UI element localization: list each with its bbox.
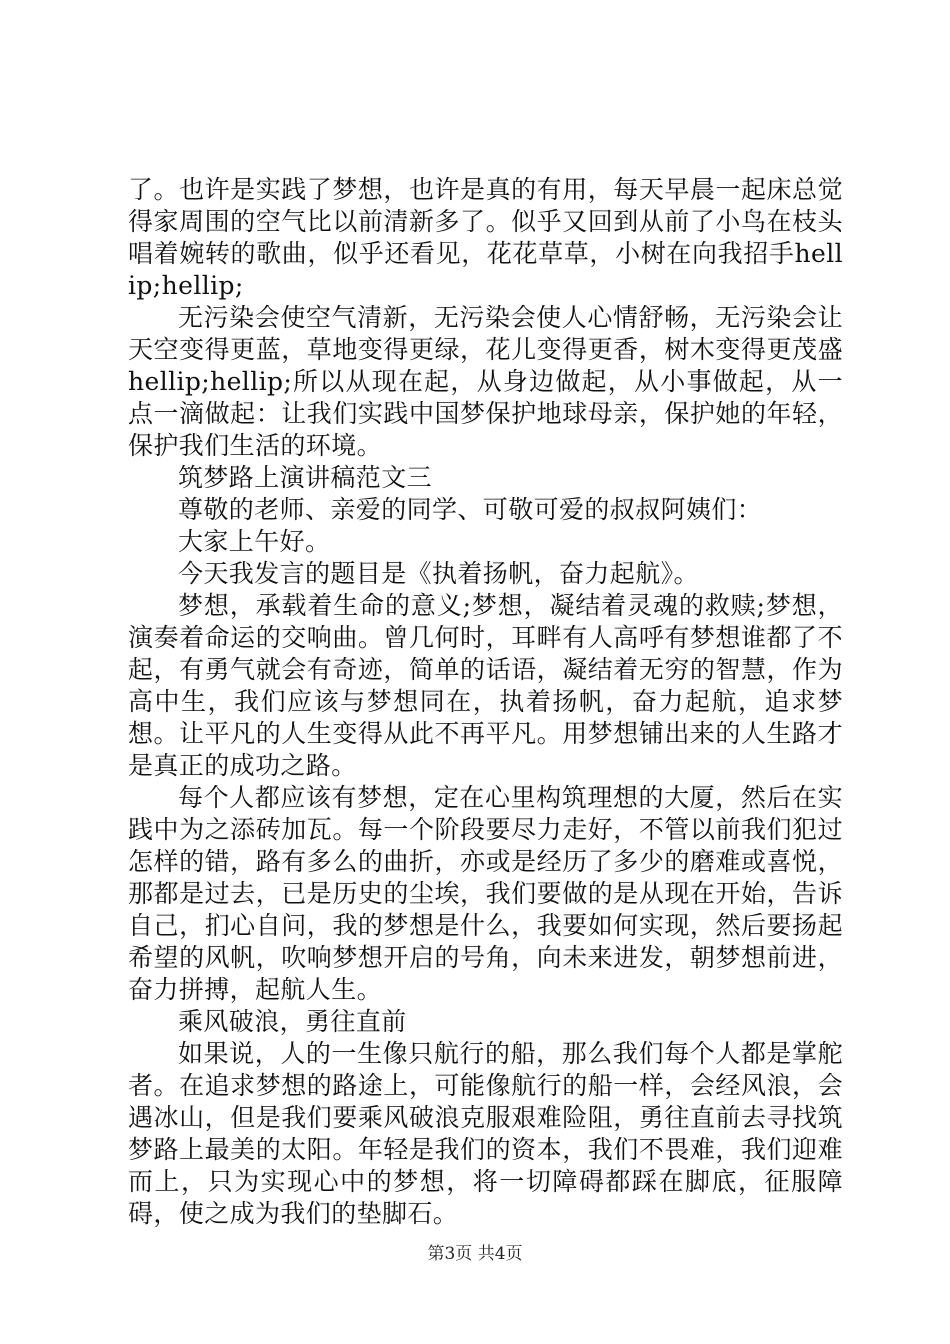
paragraph-8: 每个人都应该有梦想，定在心里构筑理想的大厦，然后在实践中为之添砖加瓦。每一个阶段要尽力走好，不管以前我们犯过怎样的错，路有多么的曲折，亦或是经历了多少的磨难或喜悦，那都是过去，已是历史的尘埃，我们要做的是从现在开始，告诉自己，扪心自问，我的梦想是什么，我要如何实现，然后要扬起希望的风帆，吹响梦想开启的号角，向未来进发，朝梦想前进，奋力拼搏，起航人生。 [128,783,843,1004]
subheading: 乘风破浪，勇往直前 [178,1007,407,1036]
paragraph-10: 如果说，人的一生像只航行的船，那么我们每个人都是掌舵者。在追求梦想的路途上，可能像航行的船一样，会经风浪，会遇冰山，但是我们要乘风破浪克服艰难险阻，勇往直前去寻找筑梦路上最美的太阳。年轻是我们的资本，我们不畏难，我们迎难而上，只为实现心中的梦想，将一切障碍都踩在脚底，征服障碍，使之成为我们的垫脚石。 [128,1039,843,1228]
salutation: 尊敬的老师、亲爱的同学、可敬可爱的叔叔阿姨们： [178,495,763,524]
speech-topic: 今天我发言的题目是《执着扬帆，奋力起航》。 [178,559,699,588]
paragraph-7: 梦想，承载着生命的意义;梦想，凝结着灵魂的救赎;梦想，演奏着命运的交响曲。曾几何时，耳畔有人高呼有梦想谁都了不起，有勇气就会有奇迹，简单的话语，凝结着无穷的智慧，作为高中生，我们应该与梦想同在，执着扬帆，奋力起航，追求梦想。让平凡的人生变得从此不再平凡。用梦想铺出来的人生路才是真正的成功之路。 [128,591,843,780]
page-number-footer: 第3页 共4页 [427,1244,523,1264]
section-title: 筑梦路上演讲稿范文三 [178,463,433,492]
paragraph-1: 了。也许是实践了梦想，也许是真的有用，每天早晨一起床总觉得家周围的空气比以前清新多了。似乎又回到从前了小鸟在枝头唱着婉转的歌曲，似乎还看见，花花草草，小树在向我招手hellip;hellip; [128,175,843,300]
paragraph-2: 无污染会使空气清新，无污染会使人心情舒畅，无污染会让天空变得更蓝，草地变得更绿，花儿变得更香，树木变得更茂盛hellip;hellip;所以从现在起，从身边做起，从小事做起，从一点一滴做起：让我们实践中国梦保护地球母亲，保护她的年轻，保护我们生活的环境。 [128,303,843,460]
document-body [128,174,843,1230]
greeting: 大家上午好。 [178,527,331,556]
